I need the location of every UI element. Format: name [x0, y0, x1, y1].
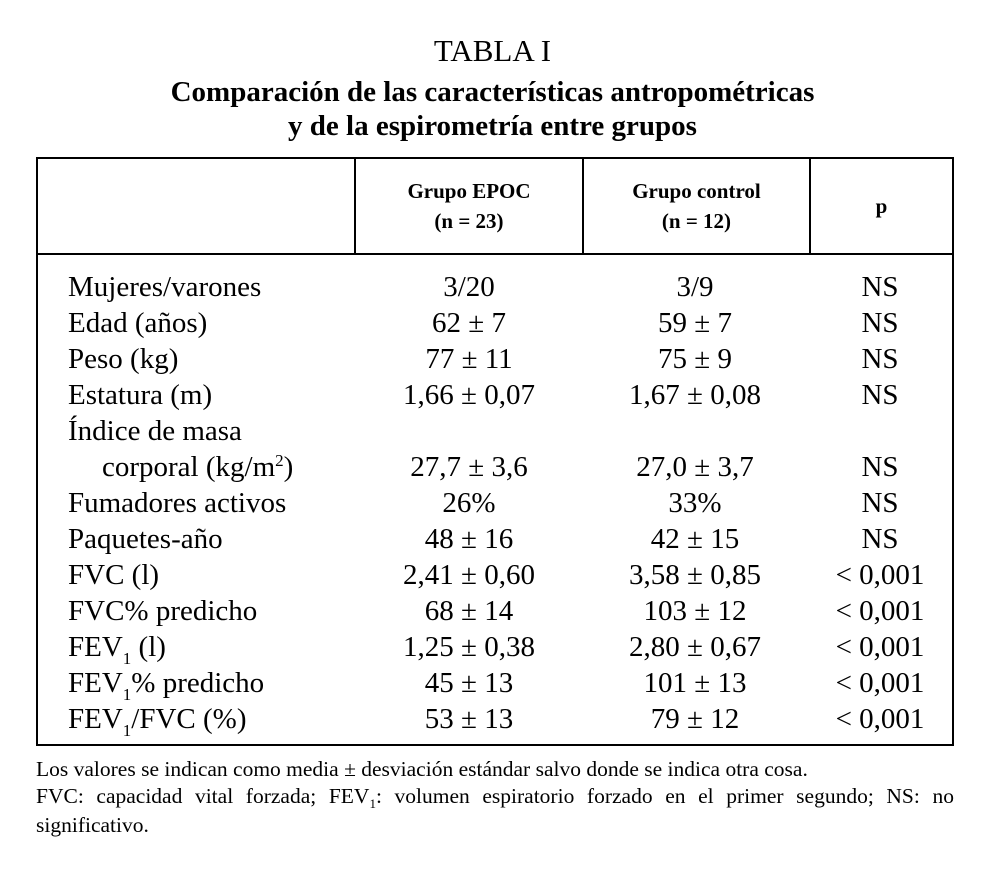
cell-epoc: 45 ± 13 [424, 667, 514, 699]
row-label: Paquetes-año [68, 523, 223, 555]
table-row [38, 701, 952, 740]
header-control-name: Grupo control [632, 179, 761, 203]
label-text-tail: % predicho [131, 667, 265, 699]
header-control-n: (n = 12) [661, 209, 732, 233]
cell-control: 59 ± 7 [658, 307, 732, 339]
cell-p: NS [861, 307, 899, 339]
row-label: FVC (l) [68, 559, 160, 591]
table-row [38, 521, 952, 557]
cell-epoc: 1,25 ± 0,38 [403, 631, 535, 663]
cell-p: NS [861, 271, 899, 303]
footnote-abbreviations [36, 783, 954, 839]
footnote-text-tail: : volumen espiratorio forzado en el primer segundo; NS: no significativo. [36, 784, 954, 837]
label-text: corporal (kg/m [102, 451, 276, 483]
label-text: FEV [68, 703, 123, 735]
cell-p: < 0,001 [835, 631, 925, 663]
table-row [38, 269, 952, 305]
table-row [38, 413, 952, 449]
header-epoc [354, 159, 582, 253]
table-row [38, 485, 952, 521]
table-row [38, 341, 952, 377]
cell-control: 27,0 ± 3,7 [636, 451, 754, 483]
row-label: FVC% predicho [68, 595, 258, 627]
cell-p: < 0,001 [835, 559, 925, 591]
cell-p: NS [861, 487, 899, 519]
cell-epoc: 3/20 [443, 271, 495, 303]
table-row [38, 377, 952, 413]
table-row [38, 665, 952, 704]
row-label [68, 701, 247, 741]
cell-epoc: 68 ± 14 [424, 595, 514, 627]
cell-epoc: 62 ± 7 [432, 307, 506, 339]
header-control [582, 159, 809, 253]
footnote-subscript: 1 [369, 796, 376, 811]
cell-control: 3/9 [676, 271, 714, 303]
header-epoc-name: Grupo EPOC [407, 179, 531, 203]
cell-epoc: 48 ± 16 [424, 523, 514, 555]
table-number: TABLA I [433, 33, 552, 68]
cell-p: NS [861, 343, 899, 375]
row-label [68, 629, 166, 669]
cell-control: 42 ± 15 [650, 523, 740, 555]
cell-p: NS [861, 451, 899, 483]
footnote-text: FVC: capacidad vital forzada; FEV [36, 784, 370, 808]
cell-control: 2,80 ± 0,67 [629, 631, 761, 663]
header-empty-cell [38, 159, 354, 253]
footnote-values: Los valores se indican como media ± desviación estándar salvo donde se indica otra cosa. [36, 757, 808, 781]
label-text-tail: /FVC (%) [131, 703, 247, 735]
row-label-continuation [102, 449, 293, 489]
data-table [36, 157, 954, 746]
cell-epoc: 1,66 ± 0,07 [403, 379, 535, 411]
cell-p: NS [861, 523, 899, 555]
row-label: Índice de masa [68, 415, 242, 447]
header-p [809, 159, 952, 253]
cell-p: < 0,001 [835, 667, 925, 699]
cell-p: < 0,001 [835, 703, 925, 735]
cell-epoc: 2,41 ± 0,60 [403, 559, 535, 591]
cell-control: 79 ± 12 [650, 703, 740, 735]
cell-control: 33% [668, 487, 722, 519]
cell-control: 1,67 ± 0,08 [629, 379, 761, 411]
cell-p: NS [861, 379, 899, 411]
table-title-line-2: y de la espirometría entre grupos [288, 110, 697, 142]
cell-p: < 0,001 [835, 595, 925, 627]
row-label: Peso (kg) [68, 343, 179, 375]
cell-control: 101 ± 13 [643, 667, 747, 699]
subscript: 1 [122, 685, 132, 704]
table-header [38, 159, 952, 255]
cell-epoc: 53 ± 13 [424, 703, 514, 735]
table-row [38, 449, 952, 485]
subscript: 1 [122, 721, 132, 740]
cell-control: 3,58 ± 0,85 [629, 559, 761, 591]
table-row [38, 557, 952, 593]
header-epoc-n: (n = 23) [434, 209, 504, 233]
row-label: Estatura (m) [68, 379, 213, 411]
label-text: FEV [68, 631, 123, 663]
cell-epoc: 26% [442, 487, 496, 519]
cell-epoc: 77 ± 11 [425, 343, 513, 375]
row-label: Mujeres/varones [68, 271, 262, 303]
superscript: 2 [275, 451, 284, 470]
row-label: Edad (años) [68, 307, 208, 339]
cell-control: 75 ± 9 [658, 343, 732, 375]
row-label [68, 665, 264, 705]
table-footnotes [36, 756, 954, 839]
table-row [38, 593, 952, 629]
label-text-tail: (l) [131, 631, 166, 663]
table-title [0, 75, 985, 143]
subscript: 1 [122, 649, 132, 668]
table-row [38, 305, 952, 341]
table-title-line-1: Comparación de las características antropométricas [170, 76, 815, 108]
table-row [38, 629, 952, 668]
label-text: FEV [68, 667, 123, 699]
label-tail: ) [283, 451, 294, 483]
row-label: Fumadores activos [68, 487, 287, 519]
cell-epoc: 27,7 ± 3,6 [410, 451, 528, 483]
header-p-label: p [875, 194, 888, 218]
cell-control: 103 ± 12 [643, 595, 747, 627]
